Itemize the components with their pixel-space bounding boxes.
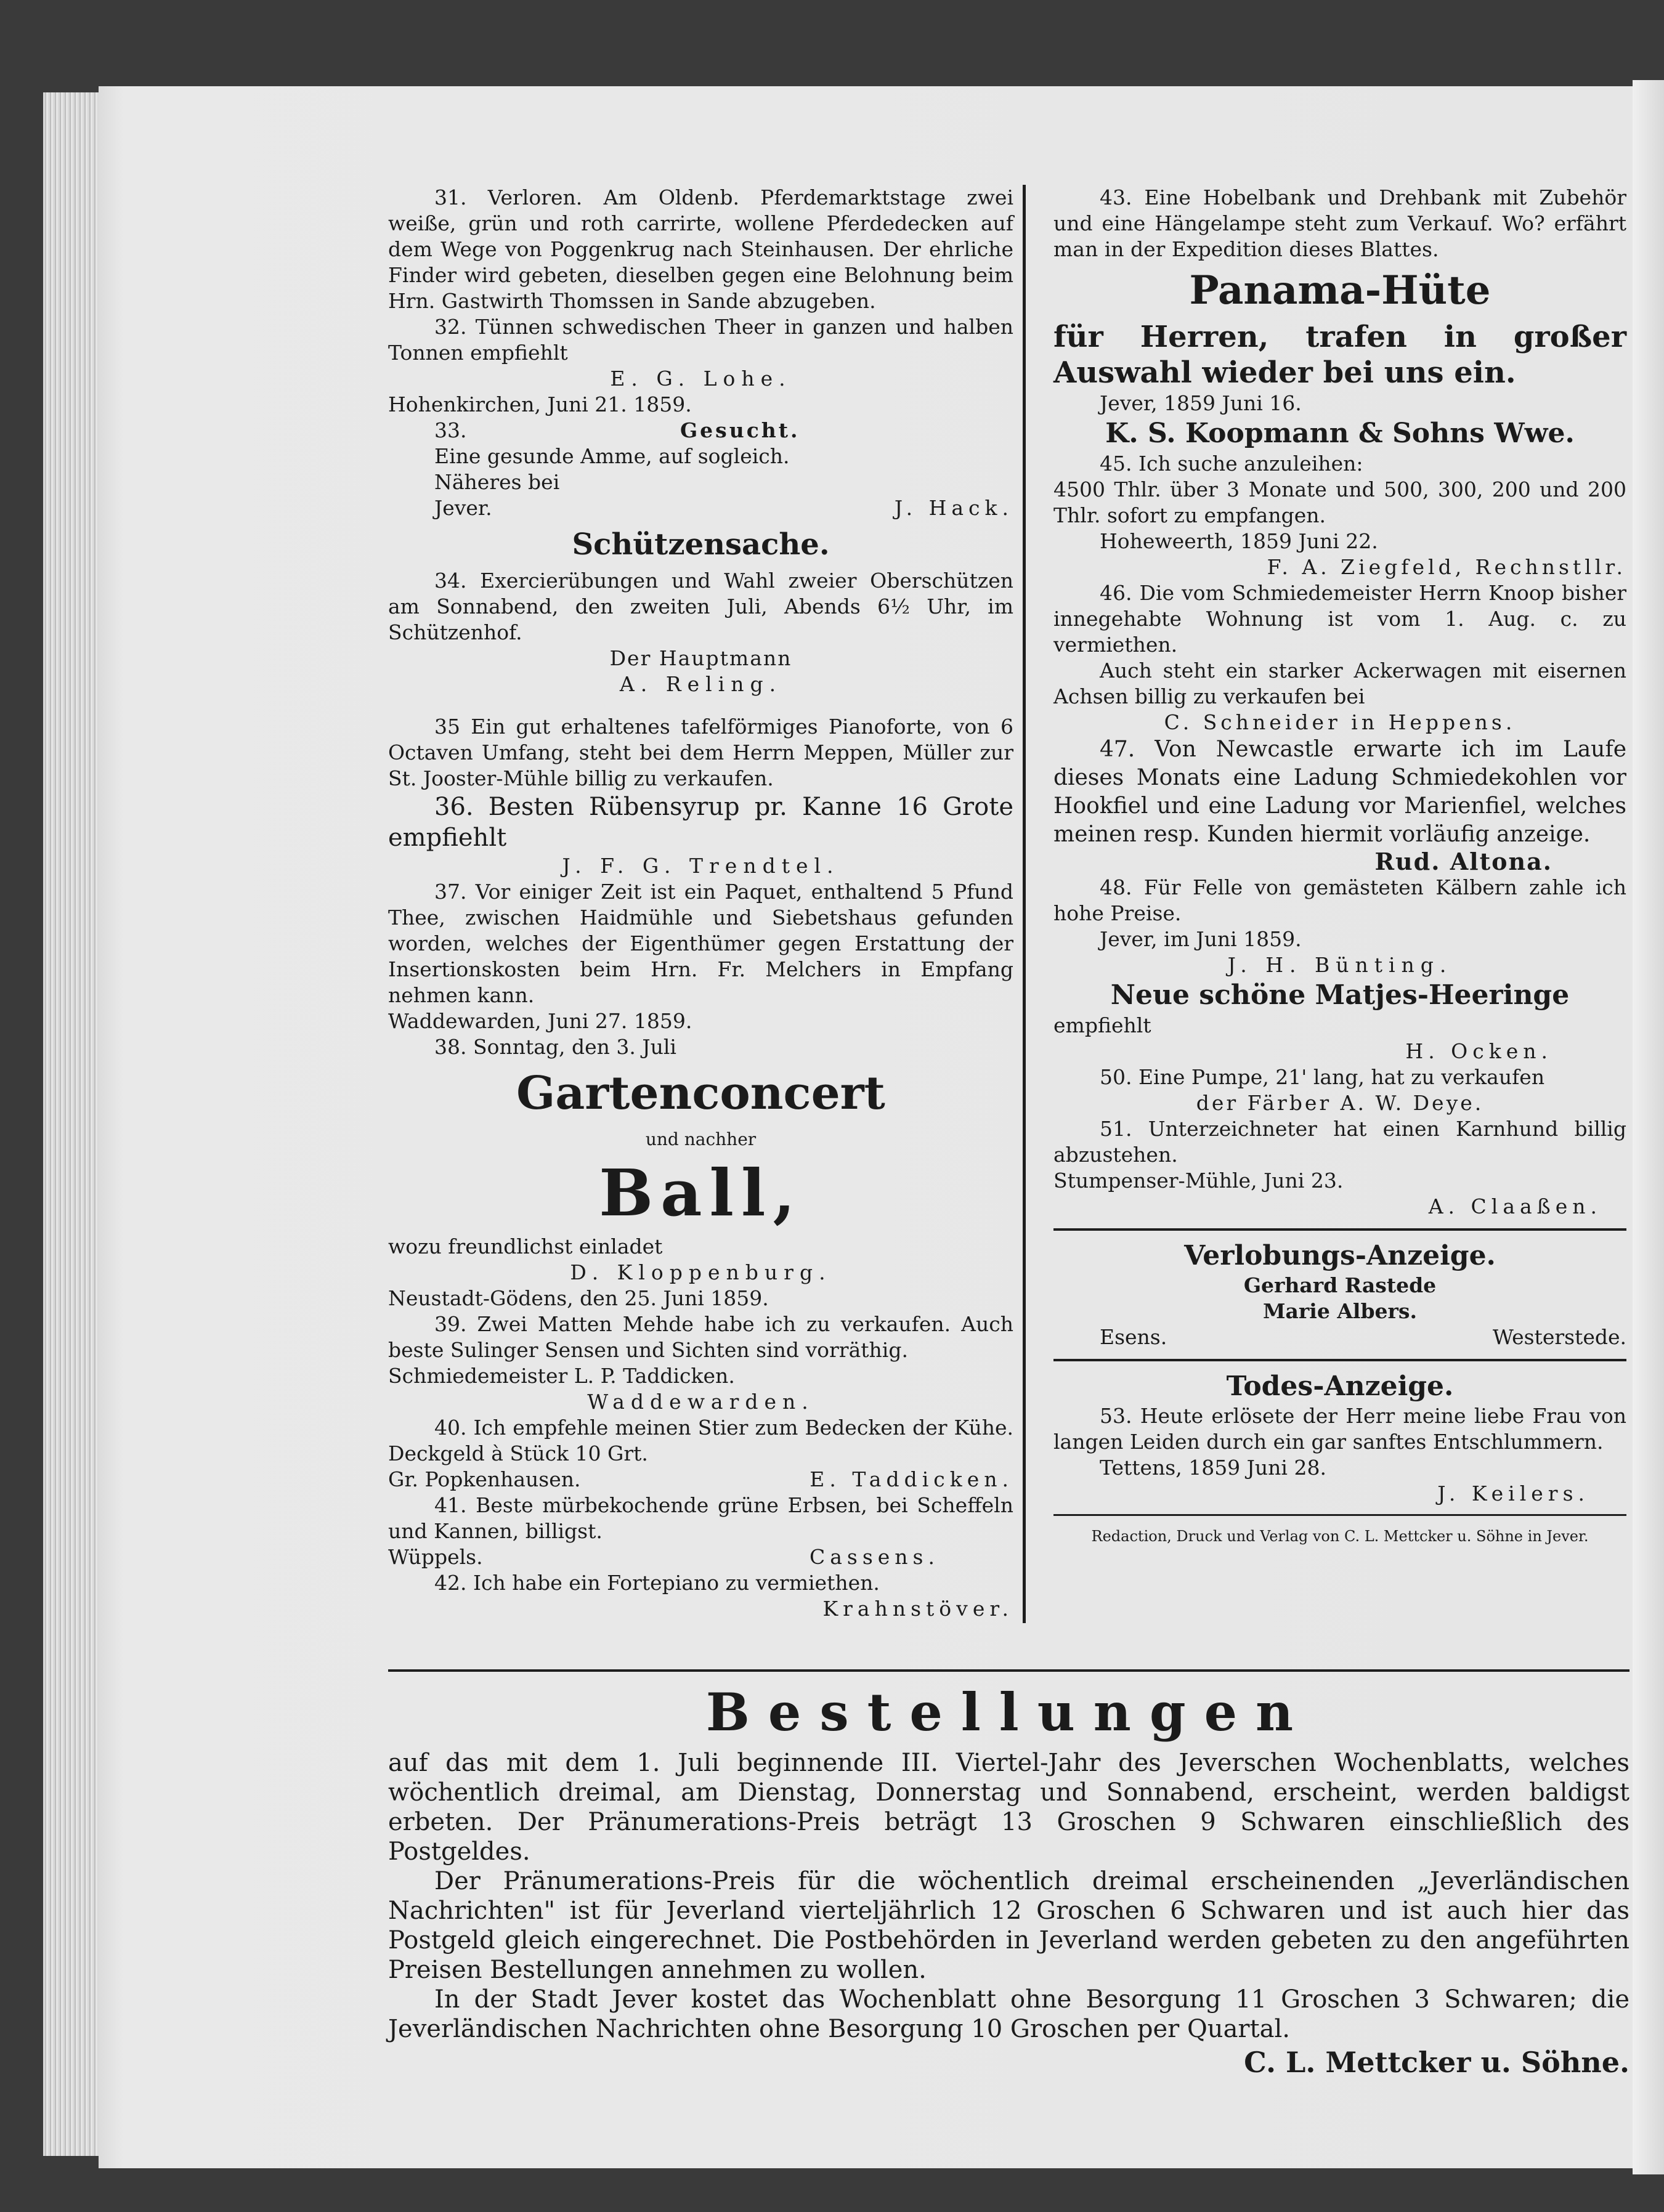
- ad-33-place: Jever.: [434, 496, 492, 520]
- ad-46-b: Auch steht ein starker Ackerwagen mit eisernen Achsen billig zu verkaufen bei: [1053, 658, 1626, 708]
- ad-53-place: Tettens, 1859 Juni 28.: [1100, 1456, 1326, 1480]
- ad-43: 43. Eine Hobelbank und Drehbank mit Zubehör und eine Hängelampe steht zum Verkauf. Wo? erfährt man in der Expedition dieses Blattes.: [1053, 185, 1626, 261]
- ad-48-place: Jever, im Juni 1859.: [1100, 927, 1302, 951]
- ad-50-signature: der Färber A. W. Deye.: [1196, 1091, 1484, 1115]
- ad-49-heading: Neue schöne Matjes-Heeringe: [1110, 979, 1570, 1011]
- book-right-edge: [1633, 80, 1664, 2174]
- ad-33-line-2: Näheres bei: [434, 470, 560, 494]
- ad-33-heading: Gesucht.: [680, 418, 800, 442]
- ad-48: 48. Für Felle von gemästeten Kälbern zahle ich hohe Preise.: [1053, 875, 1626, 925]
- ad-44-subheading: für Herren, trafen in großer Auswahl wieder bei uns ein.: [1053, 320, 1626, 390]
- subscription-paragraph-1: auf das mit dem 1. Juli beginnende III. Viertel-Jahr des Jeverschen Wochenblatts, welches wöchentlich dreimal, am Dienstag, Donnerstag und Sonnabend, erscheint, werden baldigst erbeten. Der Pränumerations-Preis beträgt 13 Groschen 9 Schwaren einschließlich des Postgeldes.: [388, 1749, 1630, 1866]
- ad-32-place: Hohenkirchen, Juni 21. 1859.: [388, 392, 692, 416]
- ad-40-place: Gr. Popkenhausen.: [388, 1467, 581, 1491]
- ad-40: 40. Ich empfehle meinen Stier zum Bedecken der Kühe. Deckgeld à Stück 10 Grt.: [388, 1416, 1013, 1465]
- ad-47: 47. Von Newcastle erwarte ich im Laufe dieses Monats eine Ladung Schmiedekohlen vor Hookfiel und eine Ladung vor Marienfiel, welches meinen resp. Kunden hiermit vorläufig anzeige.: [1053, 737, 1626, 847]
- rule: [1053, 1514, 1626, 1516]
- ad-32: 32. Tünnen schwedischen Theer in ganzen und halben Tonnen empfiehlt: [388, 315, 1013, 365]
- ad-38-place: Neustadt-Gödens, den 25. Juni 1859.: [388, 1286, 769, 1310]
- rule: [1053, 1359, 1626, 1361]
- ad-38-invite: wozu freundlichst einladet: [388, 1234, 663, 1258]
- ad-38-middle: und nachher: [645, 1129, 757, 1149]
- ad-38-intro: 38. Sonntag, den 3. Juli: [434, 1035, 676, 1059]
- column-divider: [1023, 185, 1026, 1623]
- ad-42-signature: Krahnstöver.: [822, 1597, 1013, 1621]
- ad-39-signature: Schmiedemeister L. P. Taddicken.: [388, 1364, 735, 1388]
- ad-44-place: Jever, 1859 Juni 16.: [1100, 391, 1302, 415]
- ad-37-place: Waddewarden, Juni 27. 1859.: [388, 1009, 692, 1033]
- ad-38-ball: Ball,: [599, 1155, 803, 1231]
- ad-44-signature: K. S. Koopmann & Sohns Wwe.: [1105, 418, 1575, 449]
- ad-46: 46. Die vom Schmiedemeister Herrn Knoop bisher innegehabte Wohnung ist vom 1. Aug. c. zu vermiethen.: [1053, 581, 1626, 657]
- ad-35: 35 Ein gut erhaltenes tafelförmiges Pianoforte, von 6 Octaven Umfang, steht bei dem Herrn Meppen, Müller zur St. Jooster-Mühle billig zu verkaufen.: [388, 715, 1013, 790]
- ad-33-signature: J. Hack.: [894, 496, 1013, 520]
- engagement-name-1: Gerhard Rastede: [1243, 1273, 1437, 1297]
- ad-51-signature: A. Claaßen.: [1428, 1194, 1602, 1218]
- ad-48-signature: J. H. Bünting.: [1227, 953, 1453, 977]
- bottom-rule: [388, 1669, 1630, 1672]
- ad-40-signature: E. Taddicken.: [810, 1467, 1013, 1491]
- subscription-paragraph-3: In der Stadt Jever kostet das Wochenblatt ohne Besorgung 11 Groschen 3 Schwaren; die Jeverländischen Nachrichten ohne Besorgung 10 Groschen per Quartal.: [388, 1985, 1630, 2043]
- ad-33-footer: [388, 495, 1013, 521]
- ad-53: 53. Heute erlösete der Herr meine liebe Frau von langen Leiden durch ein gar sanftes Entschlummern.: [1053, 1404, 1626, 1454]
- subscription-signature: C. L. Mettcker u. Söhne.: [1244, 2046, 1630, 2079]
- ad-34-signature-2: A. Reling.: [619, 672, 782, 696]
- ad-32-signature: E. G. Lohe.: [610, 367, 792, 391]
- ad-38-heading: Gartenconcert: [516, 1067, 885, 1120]
- ad-41-place: Wüppels.: [388, 1545, 483, 1569]
- left-column: [388, 185, 1013, 1622]
- ad-41: 41. Beste mürbekochende grüne Erbsen, bei Scheffeln und Kannen, billigst.: [388, 1493, 1013, 1543]
- ad-49-label: empfiehlt: [1053, 1013, 1151, 1037]
- ad-36-signature: J. F. G. Trendtel.: [562, 854, 840, 878]
- ad-31: 31. Verloren. Am Oldenb. Pferdemarktstage zwei weiße, grün und roth carrirte, wollene Pferdedecken auf dem Wege von Poggenkrug nach Steinhausen. Der ehrliche Finder wird gebeten, dieselben gegen eine Belohnung beim Hrn. Gastwirth Thomssen in Sande abzugeben.: [388, 185, 1013, 313]
- rule: [1053, 1228, 1626, 1231]
- ad-47-signature: Rud. Altona.: [1374, 848, 1552, 875]
- imprint: Redaction, Druck und Verlag von C. L. Mettcker u. Söhne in Jever.: [1091, 1528, 1589, 1545]
- ad-51: 51. Unterzeichneter hat einen Karnhund billig abzustehen.: [1053, 1117, 1626, 1167]
- ad-33-heading-line: [388, 418, 1013, 444]
- book-page-edges: [43, 92, 99, 2156]
- ad-51-place: Stumpenser-Mühle, Juni 23.: [1053, 1169, 1344, 1193]
- ad-33-line-1: Eine gesunde Amme, auf sogleich.: [434, 444, 790, 468]
- engagement-place-2: Westerstede.: [1492, 1325, 1626, 1349]
- ad-38-signature: D. Kloppenburg.: [570, 1260, 832, 1284]
- engagement-places: [1053, 1324, 1626, 1350]
- ad-36: 36. Besten Rübensyrup pr. Kanne 16 Grote empfiehlt: [388, 793, 1013, 852]
- ad-45: 45. Ich suche anzuleihen:: [1100, 452, 1363, 476]
- engagement-name-2: Marie Albers.: [1263, 1299, 1417, 1323]
- ad-45-signature: F. A. Ziegfeld, Rechnstllr.: [1267, 555, 1626, 579]
- ad-34-heading: Schützensache.: [572, 527, 830, 562]
- ad-33-number: 33.: [434, 418, 467, 442]
- ad-45-place: Hoheweerth, 1859 Juni 22.: [1100, 529, 1378, 553]
- ad-37: 37. Vor einiger Zeit ist ein Paquet, enthaltend 5 Pfund Thee, zwischen Haidmühle und Siebetshaus gefunden worden, welches der Eigenthümer gegen Erstattung der Insertionskosten beim Hrn. Fr. Melchers in Empfang nehmen kann.: [388, 880, 1013, 1007]
- right-column: [1053, 185, 1626, 1564]
- subscription-notice: [388, 1682, 1630, 2105]
- death-heading: Todes-Anzeige.: [1226, 1371, 1454, 1402]
- ad-46-signature: C. Schneider in Heppens.: [1164, 710, 1516, 734]
- subscription-heading: Bestellungen: [705, 1682, 1312, 1743]
- ad-53-signature: J. Keilers.: [1437, 1481, 1589, 1505]
- ad-49-signature: H. Ocken.: [1405, 1039, 1552, 1063]
- ad-41-signature: Cassens.: [809, 1545, 940, 1569]
- ad-42: 42. Ich habe ein Fortepiano zu vermiethen.: [434, 1571, 880, 1595]
- ad-45-body: 4500 Thlr. über 3 Monate und 500, 300, 200 und 200 Thlr. sofort zu empfangen.: [1053, 477, 1626, 527]
- ad-40-footer: [388, 1467, 1013, 1493]
- engagement-place-1: Esens.: [1100, 1325, 1167, 1349]
- ad-34-signature-1: Der Hauptmann: [609, 646, 792, 670]
- ad-41-footer: [388, 1544, 1013, 1570]
- ad-39: 39. Zwei Matten Mehde habe ich zu verkaufen. Auch beste Sulinger Sensen und Sichten sind vorräthig.: [388, 1312, 1013, 1362]
- subscription-paragraph-2: Der Pränumerations-Preis für die wöchentlich dreimal erscheinenden „Jeverländischen Nachrichten" ist für Jeverland vierteljährlich 12 Groschen 6 Schwaren und ist auch hier das Postgeld gleich eingerechnet. Die Postbehörden in Jeverland werden gebeten zu den angeführten Preisen Bestellungen annehmen zu wollen.: [388, 1867, 1630, 1984]
- ad-44-heading: Panama-Hüte: [1189, 267, 1491, 314]
- engagement-heading: Verlobungs-Anzeige.: [1184, 1240, 1496, 1271]
- ad-39-place: Waddewarden.: [587, 1390, 814, 1414]
- ad-50: 50. Eine Pumpe, 21' lang, hat zu verkaufen: [1100, 1065, 1545, 1089]
- ad-34: 34. Exercierübungen und Wahl zweier Oberschützen am Sonnabend, den zweiten Juli, Abends 6½ Uhr, im Schützenhof.: [388, 569, 1013, 644]
